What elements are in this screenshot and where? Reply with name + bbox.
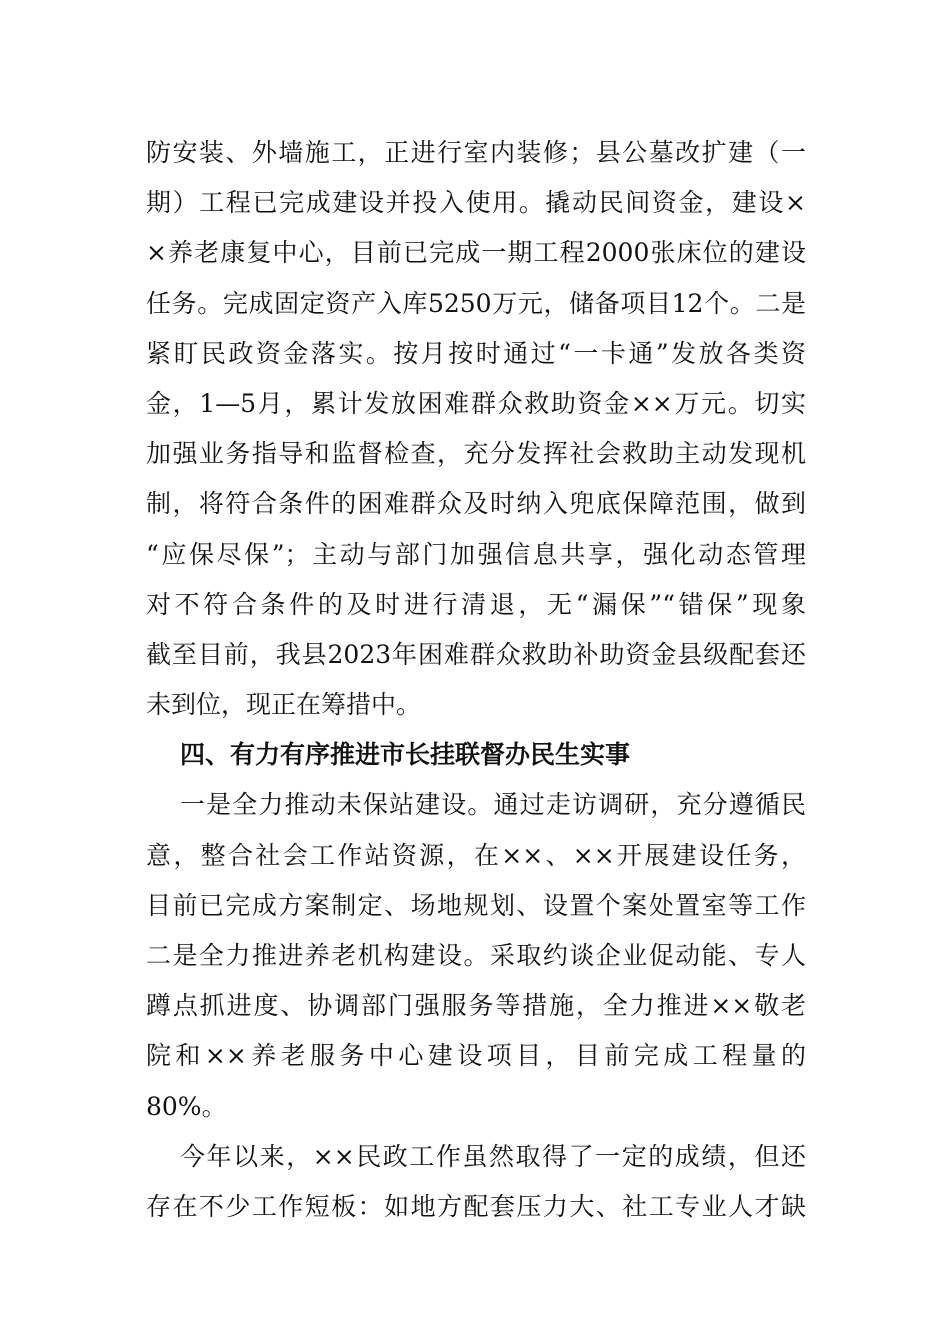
body-text-line: 未到位，现正在筹措中。: [146, 690, 422, 720]
body-text-line: 蹲点抓进度、协调部门强服务等措施，全力推进××敬老: [146, 991, 806, 1021]
body-text-line: 任务。完成固定资产入库5250万元，储备项目12个。二是: [146, 288, 806, 318]
body-text-line: 今年以来，××民政工作虽然取得了一定的成绩，但还: [180, 1141, 806, 1171]
body-text-line: 院和××养老服务中心建设项目，目前完成工程量的: [146, 1041, 806, 1071]
document-page: [146, 128, 806, 1232]
body-text-line: 金，1—5月，累计发放困难群众救助资金××万元。切实: [146, 388, 806, 418]
body-text-line: 加强业务指导和监督检查，充分发挥社会救助主动发现机: [146, 439, 806, 469]
body-text-line: 存在不少工作短板：如地方配套压力大、社工专业人才缺: [146, 1191, 806, 1221]
body-text-line: 对不符合条件的及时进行清退，无“漏保”“错保”现象: [146, 589, 806, 619]
body-text-line: 目前已完成方案制定、场地规划、设置个案处置室等工作: [146, 890, 806, 920]
body-text-line: ×养老康复中心，目前已完成一期工程2000张床位的建设: [146, 238, 806, 268]
body-text-line: 80%。: [146, 1091, 227, 1121]
body-text-line: 二是全力推进养老机构建设。采取约谈企业促动能、专人: [146, 941, 806, 970]
body-text-line: “应保尽保”；主动与部门加强信息共享，强化动态管理: [146, 539, 806, 569]
body-text-line: 一是全力推动未保站建设。通过走访调研，充分遵循民: [180, 790, 806, 820]
body-text-line: 防安装、外墙施工，正进行室内装修；县公墓改扩建（一: [146, 138, 806, 167]
body-text-line: 期）工程已完成建设并投入使用。撬动民间资金，建设×: [146, 188, 806, 218]
body-text-line: 意，整合社会工作站资源，在××、××开展建设任务，: [146, 840, 806, 870]
section-heading: 四、有力有序推进市长挂联督办民生实事: [180, 740, 631, 770]
body-text-line: 截至目前，我县2023年困难群众救助补助资金县级配套还: [146, 639, 806, 669]
body-text-line: 制，将符合条件的困难群众及时纳入兜底保障范围，做到: [146, 489, 806, 519]
body-text-line: 紧盯民政资金落实。按月按时通过“一卡通”发放各类资: [146, 338, 806, 368]
